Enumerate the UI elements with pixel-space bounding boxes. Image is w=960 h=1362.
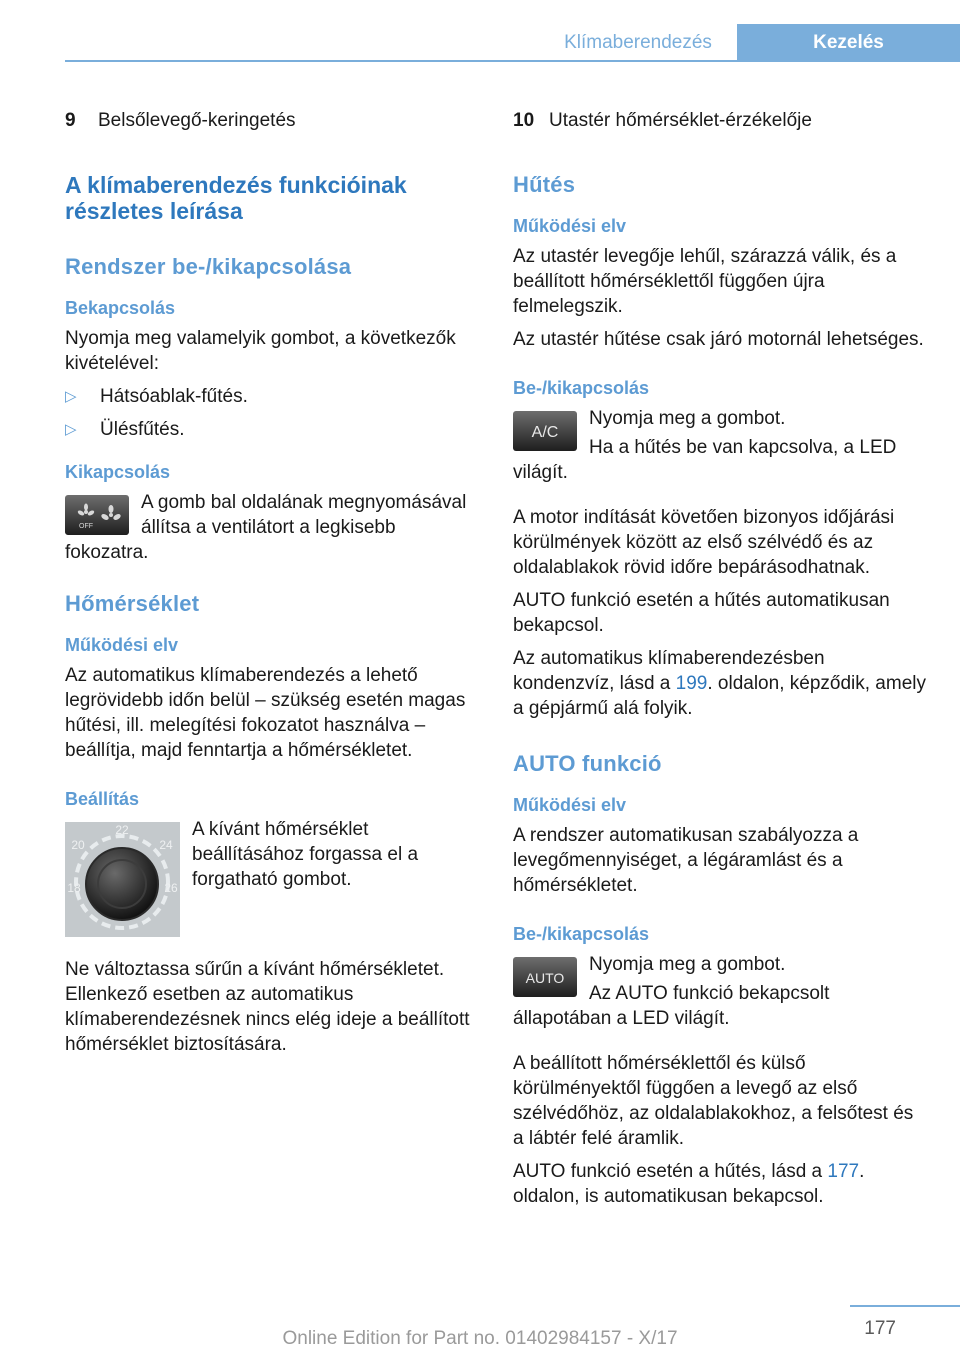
- fan-off-button-icon: [65, 495, 129, 535]
- heading-system-onoff: Rendszer be-/kikapcsolása: [65, 254, 352, 279]
- subheading-temp-setting: Beállítás: [65, 789, 140, 809]
- temp-warning-text: Ne változtassa sűrűn a kívánt hőmérsékletet. Ellenkező esetben az automatikus klímaberendezésnek nincs elég ideje a beállított hőmérséklet biztosítására.: [65, 959, 470, 1055]
- left-column: [65, 108, 480, 1065]
- auto-text-2: A beállított hőmérséklettől és külső körülményektől függően a levegő az első szélvédőhöz, az oldalablakokhoz, a felsőtest és a lábtér felé áramlik.: [513, 1053, 914, 1149]
- heading-cooling: Hűtés: [513, 172, 576, 197]
- subheading-temp-principle: Működési elv: [65, 635, 179, 655]
- right-column: [513, 108, 928, 1217]
- temp-setting-figure-row: [65, 817, 480, 941]
- heading-temperature: Hőmérséklet: [65, 591, 200, 616]
- temp-principle-text: Az automatikus klímaberendezés a lehető legrövidebb időn belül – szükség esetén magas hűtési, ill. melegítési fokozatot használva – beállítja, majd fenntartja a hőmérsékletet.: [65, 665, 466, 761]
- page-link-177[interactable]: 177: [827, 1161, 860, 1182]
- ac-button-icon: [513, 411, 577, 451]
- page-number: 177: [864, 1318, 896, 1339]
- cool-text-3: A motor indítását követően bizonyos időjárási körülmények között az első szélvédő és az oldalablakok rövid időre bepárásodhatnak.: [513, 507, 895, 578]
- list-item: ▷ Hátsóablak-fűtés.: [65, 386, 248, 407]
- page-link-199[interactable]: 199: [675, 673, 708, 694]
- auto-text-1: A rendszer automatikusan szabályozza a levegőmennyiséget, a légáramlást és a hőmérsékletet.: [513, 825, 859, 896]
- legend-text: Belsőlevegő-keringetés: [98, 110, 296, 131]
- subheading-switch-on: Bekapcsolás: [65, 298, 176, 318]
- auto-led-text: Az AUTO funkció bekapcsolt állapotában a LED világít.: [513, 983, 830, 1029]
- heading-auto: AUTO funkció: [513, 751, 662, 776]
- auto-button-icon: [513, 957, 577, 997]
- legend-item-9: [65, 108, 480, 134]
- dial-label: 20: [71, 838, 85, 852]
- dial-label: 24: [159, 838, 173, 852]
- legend-number: 10: [513, 110, 535, 131]
- auto-button-figure-row: [513, 952, 928, 1035]
- subheading-switch-off: Kikapcsolás: [65, 462, 171, 482]
- subheading-auto-onoff: Be-/kikapcsolás: [513, 924, 650, 944]
- auto-press-text: Nyomja meg a gombot.: [589, 954, 786, 975]
- list-item: ▷ Ülésfűtés.: [65, 419, 185, 440]
- edition-footer: Online Edition for Part no. 01402984157 - X/17: [282, 1328, 678, 1349]
- dial-label: 26: [164, 881, 178, 895]
- temperature-dial-icon: [65, 822, 180, 937]
- auto-label: AUTO: [525, 970, 565, 986]
- ac-label: A/C: [531, 424, 559, 441]
- ac-button-figure-row: [513, 406, 928, 489]
- subheading-cool-principle: Működési elv: [513, 216, 627, 236]
- section-title: A klímaberendezés funkcióinak részletes leírása: [65, 172, 407, 224]
- legend-text: Utastér hőmérséklet-érzékelője: [549, 110, 812, 131]
- dial-label: 22: [115, 823, 129, 837]
- switch-off-figure-row: [65, 490, 480, 569]
- ac-led-text: Ha a hűtés be van kapcsolva, a LED világít.: [513, 437, 897, 483]
- footer-rule: [850, 1305, 960, 1307]
- temp-setting-text: A kívánt hőmérséklet beállításához forgassa el a forgatható gombot.: [192, 819, 419, 890]
- triangle-bullet-icon: ▷: [65, 388, 77, 405]
- exception-list: [65, 384, 480, 442]
- subheading-auto-principle: Működési elv: [513, 795, 627, 815]
- cool-text-1: Az utastér levegője lehűl, szárazzá válik, és a beállított hőmérséklettől függően újra felmelegszik.: [513, 246, 897, 317]
- auto-text-3: AUTO funkció esetén a hűtés, lásd a 177. oldalon, is automatikusan bekapcsol.: [513, 1161, 865, 1207]
- legend-number: 9: [65, 110, 76, 131]
- cool-text-4: AUTO funkció esetén a hűtés automatikusan bekapcsol.: [513, 590, 890, 636]
- legend-item-10: [513, 108, 928, 134]
- ac-press-text: Nyomja meg a gombot.: [589, 408, 786, 429]
- off-label: OFF: [79, 523, 93, 530]
- dial-label: 18: [67, 881, 81, 895]
- cool-text-5: Az automatikus klímaberendezésben kondenzvíz, lásd a 199. oldalon, képződik, amely a gépjármű alá folyik.: [513, 648, 926, 719]
- header-chapter-tab[interactable]: Kezelés: [737, 24, 960, 62]
- header-section-tab[interactable]: Klímaberendezés: [564, 32, 712, 53]
- switch-off-text: A gomb bal oldalának megnyomásával állítsa a ventilátort a legkisebb fokozatra.: [65, 492, 467, 563]
- switch-on-text: Nyomja meg valamelyik gombot, a következők kivételével:: [65, 328, 456, 374]
- cool-text-2: Az utastér hűtése csak járó motornál lehetséges.: [513, 329, 924, 350]
- subheading-cool-onoff: Be-/kikapcsolás: [513, 378, 650, 398]
- triangle-bullet-icon: ▷: [65, 421, 77, 438]
